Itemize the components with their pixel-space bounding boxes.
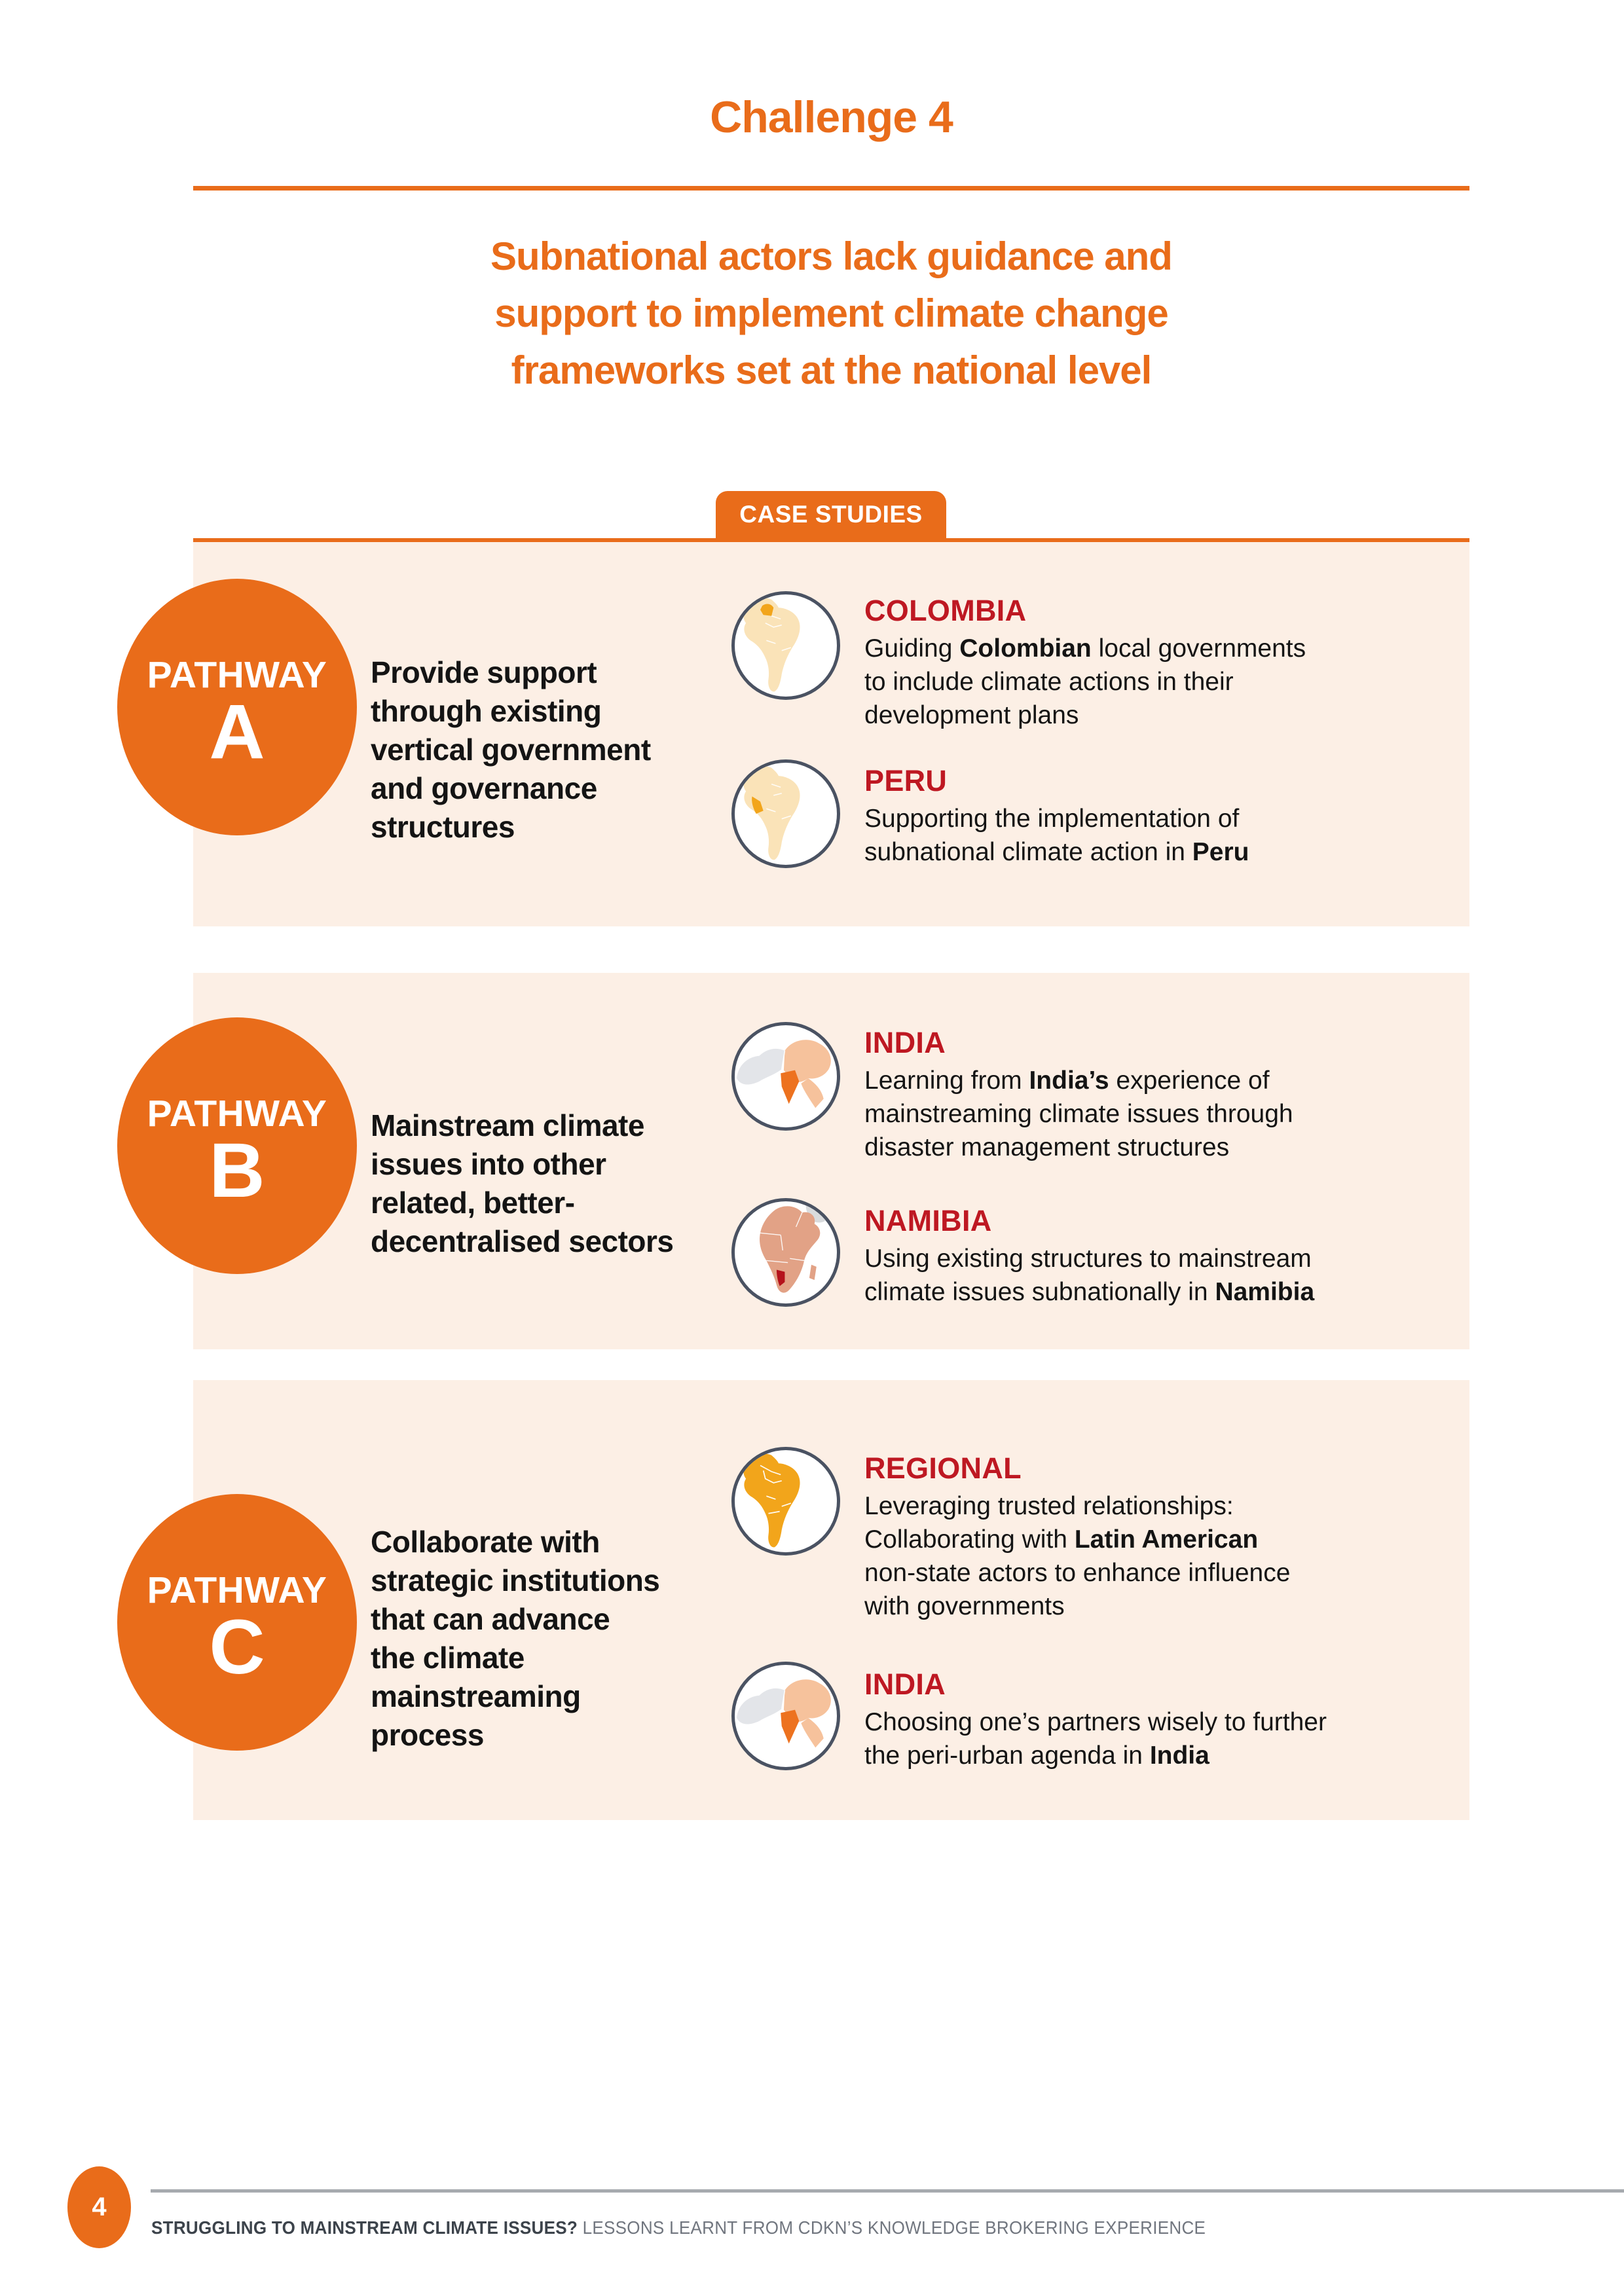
footer-text-rest: LESSONS LEARNT FROM CDKN’S KNOWLEDGE BROKERING EXPERIENCE <box>578 2217 1206 2238</box>
footer-text <box>151 2217 1206 2238</box>
case-body-regional: Leveraging trusted relationships: Collaborating with Latin American non-state actors to enhance influence with governments <box>864 1492 1291 1620</box>
south-america-colombia-map-icon <box>731 591 840 700</box>
footer-rule <box>151 2189 1624 2193</box>
south-america-peru-map-icon <box>731 759 840 868</box>
pathway-b-description: Mainstream climate issues into other related, better- decentralised sectors <box>371 1108 674 1258</box>
page-number-badge <box>67 2166 131 2248</box>
africa-namibia-map-icon <box>731 1198 840 1307</box>
case-body-namibia: Using existing structures to mainstream climate issues subnationally in Namibia <box>864 1245 1315 1306</box>
case-body-india-c: Choosing one’s partners wisely to further the peri-urban agenda in India <box>864 1708 1327 1770</box>
case-study-regional <box>864 1451 1454 1623</box>
pathway-b-letter: B <box>209 1127 265 1214</box>
pathway-b-badge <box>117 1017 357 1274</box>
case-study-colombia <box>864 593 1454 732</box>
case-study-india-b <box>864 1025 1454 1164</box>
case-name-peru: PERU <box>864 764 948 797</box>
pathway-c-badge <box>117 1494 357 1751</box>
south-america-regional-map-icon <box>731 1447 840 1556</box>
case-studies-tab-label: CASE STUDIES <box>739 501 923 528</box>
case-name-india-c: INDIA <box>864 1667 946 1701</box>
pathway-a-badge <box>117 579 357 835</box>
case-body-peru: Supporting the implementation of subnational climate action in Peru <box>864 805 1249 866</box>
pathway-c-word: PATHWAY <box>147 1569 327 1611</box>
case-name-namibia: NAMIBIA <box>864 1204 992 1237</box>
case-study-india-c <box>864 1667 1454 1772</box>
pathway-c-letter: C <box>209 1604 265 1690</box>
asia-india-map-icon <box>731 1022 840 1131</box>
page-number: 4 <box>92 2193 107 2221</box>
case-studies-tab <box>716 491 946 538</box>
pathway-a-letter: A <box>209 689 265 775</box>
footer-text-highlight: STRUGGLING TO MAINSTREAM CLIMATE ISSUES? <box>151 2217 578 2238</box>
case-name-colombia: COLOMBIA <box>864 594 1027 627</box>
pathway-c-description: Collaborate with strategic institutions that can advance the climate mainstreaming process <box>371 1525 660 1752</box>
challenge-subtitle: Subnational actors lack guidance and support to implement climate change frameworks set at the national level <box>490 234 1172 392</box>
title-rule <box>193 186 1469 191</box>
case-study-peru <box>864 763 1454 869</box>
page-title: Challenge 4 <box>710 92 953 142</box>
pathway-a-description: Provide support through existing vertical government and governance structures <box>371 655 651 844</box>
case-body-india-b: Learning from India’s experience of mainstreaming climate issues through disaster management structures <box>864 1066 1293 1161</box>
pathway-b-word: PATHWAY <box>147 1093 327 1135</box>
pathway-a-word: PATHWAY <box>147 654 327 696</box>
case-body-colombia: Guiding Colombian local governments to include climate actions in their development plans <box>864 634 1306 729</box>
case-name-regional: REGIONAL <box>864 1451 1022 1485</box>
case-study-namibia <box>864 1203 1454 1309</box>
asia-india-map-icon <box>731 1662 840 1770</box>
case-name-india-b: INDIA <box>864 1026 946 1059</box>
